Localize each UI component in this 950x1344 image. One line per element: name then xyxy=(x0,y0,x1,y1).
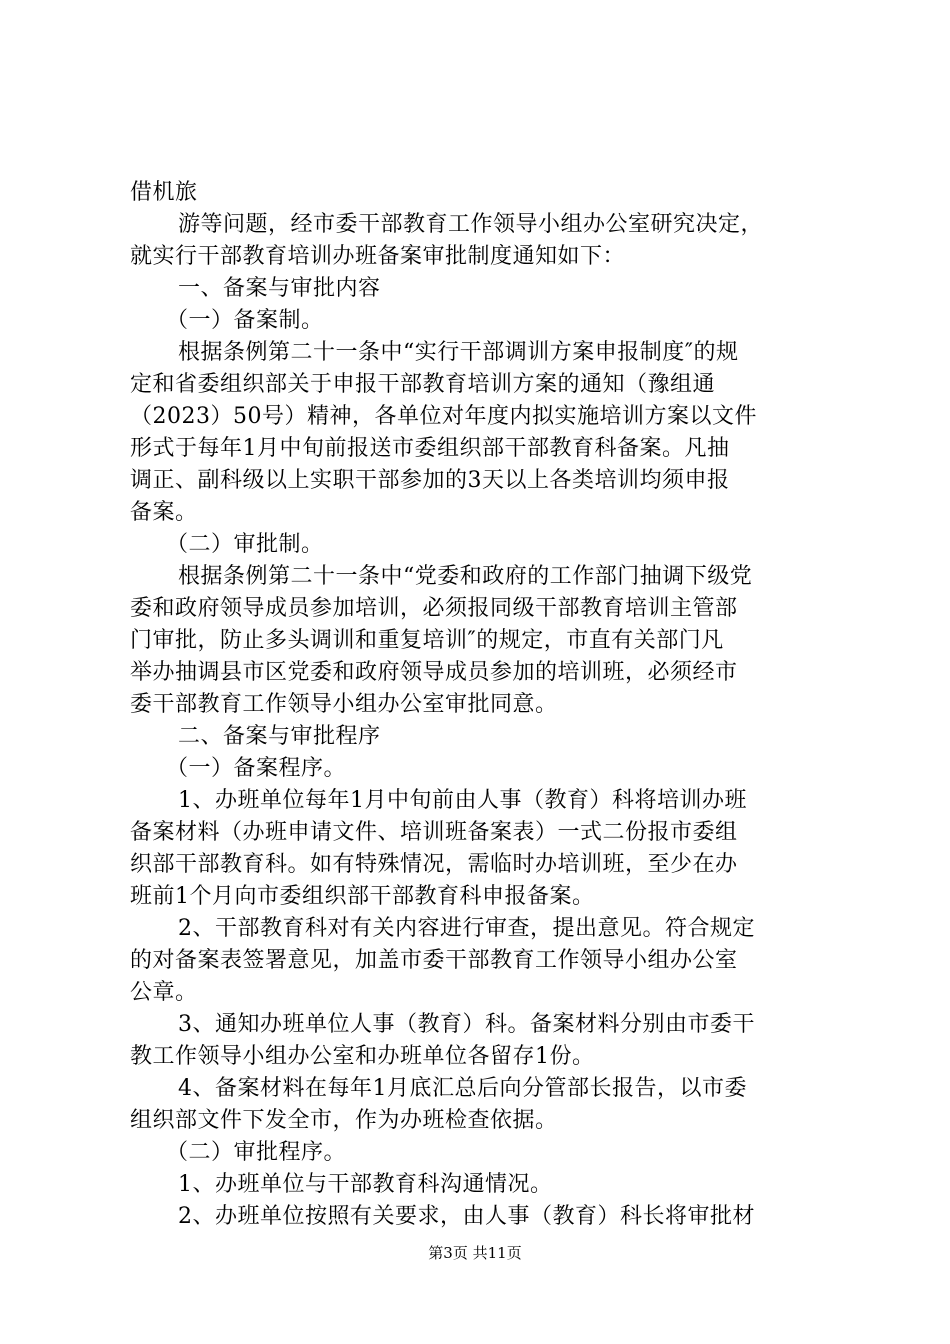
text-line: 班前1个月向市委组织部干部教育科申报备案。 xyxy=(130,884,595,909)
page-number-footer: 第3页 共11页 xyxy=(428,1244,522,1262)
subsection-heading: （二）审批制。 xyxy=(166,532,324,557)
subsection-heading: （一）备案程序。 xyxy=(166,756,347,781)
text-line: 调正、副科级以上实职干部参加的3天以上各类培训均须申报 xyxy=(130,468,730,493)
text-line: 形式于每年1月中旬前报送市委组织部干部教育科备案。凡抽 xyxy=(130,436,730,461)
text-line: 织部干部教育科。如有特殊情况，需临时办培训班，至少在办 xyxy=(130,852,738,877)
text-line: 借机旅 xyxy=(130,180,198,205)
subsection-heading: （一）备案制。 xyxy=(166,308,324,333)
text-line: 3、通知办班单位人事（教育）科。备案材料分别由市委干 xyxy=(178,1012,755,1037)
section-heading: 二、备案与审批程序 xyxy=(178,724,381,749)
text-line: 备案。 xyxy=(130,500,198,525)
text-line: 定和省委组织部关于申报干部教育培训方案的通知（豫组通 xyxy=(130,372,716,397)
text-line: 委和政府领导成员参加培训，必须报同级干部教育培训主管部 xyxy=(130,596,738,621)
text-line: 的对备案表签署意见，加盖市委干部教育工作领导小组办公室 xyxy=(130,948,738,973)
text-line: 根据条例第二十一条中“实行干部调训方案申报制度″的规 xyxy=(178,340,739,365)
text-line: 门审批，防止多头调训和重复培训″的规定，市直有关部门凡 xyxy=(130,628,724,653)
text-line: 组织部文件下发全市，作为办班检查依据。 xyxy=(130,1108,558,1133)
subsection-heading: （二）审批程序。 xyxy=(166,1140,347,1165)
text-line: （2023）50号）精神，各单位对年度内拟实施培训方案以文件 xyxy=(130,404,757,429)
text-line: 2、办班单位按照有关要求，由人事（教育）科长将审批材 xyxy=(178,1204,755,1229)
text-line: 游等问题，经市委干部教育工作领导小组办公室研究决定， xyxy=(178,212,764,237)
text-line: 2、干部教育科对有关内容进行审查，提出意见。符合规定 xyxy=(178,916,755,941)
section-heading: 一、备案与审批内容 xyxy=(178,276,381,301)
text-line: 委干部教育工作领导小组办公室审批同意。 xyxy=(130,692,558,717)
text-line: 根据条例第二十一条中“党委和政府的工作部门抽调下级党 xyxy=(178,564,753,589)
text-line: 公章。 xyxy=(130,980,198,1005)
text-line: 举办抽调县市区党委和政府领导成员参加的培训班，必须经市 xyxy=(130,660,738,685)
text-line: 备案材料（办班申请文件、培训班备案表）一式二份报市委组 xyxy=(130,820,738,845)
text-line: 1、办班单位每年1月中旬前由人事（教育）科将培训办班 xyxy=(178,788,747,813)
text-line: 1、办班单位与干部教育科沟通情况。 xyxy=(178,1172,553,1197)
text-line: 4、备案材料在每年1月底汇总后向分管部长报告，以市委 xyxy=(178,1076,747,1101)
document-body xyxy=(130,177,830,1233)
text-line: 就实行干部教育培训办班备案审批制度通知如下： xyxy=(130,244,626,269)
text-line: 教工作领导小组办公室和办班单位各留存1份。 xyxy=(130,1044,595,1069)
